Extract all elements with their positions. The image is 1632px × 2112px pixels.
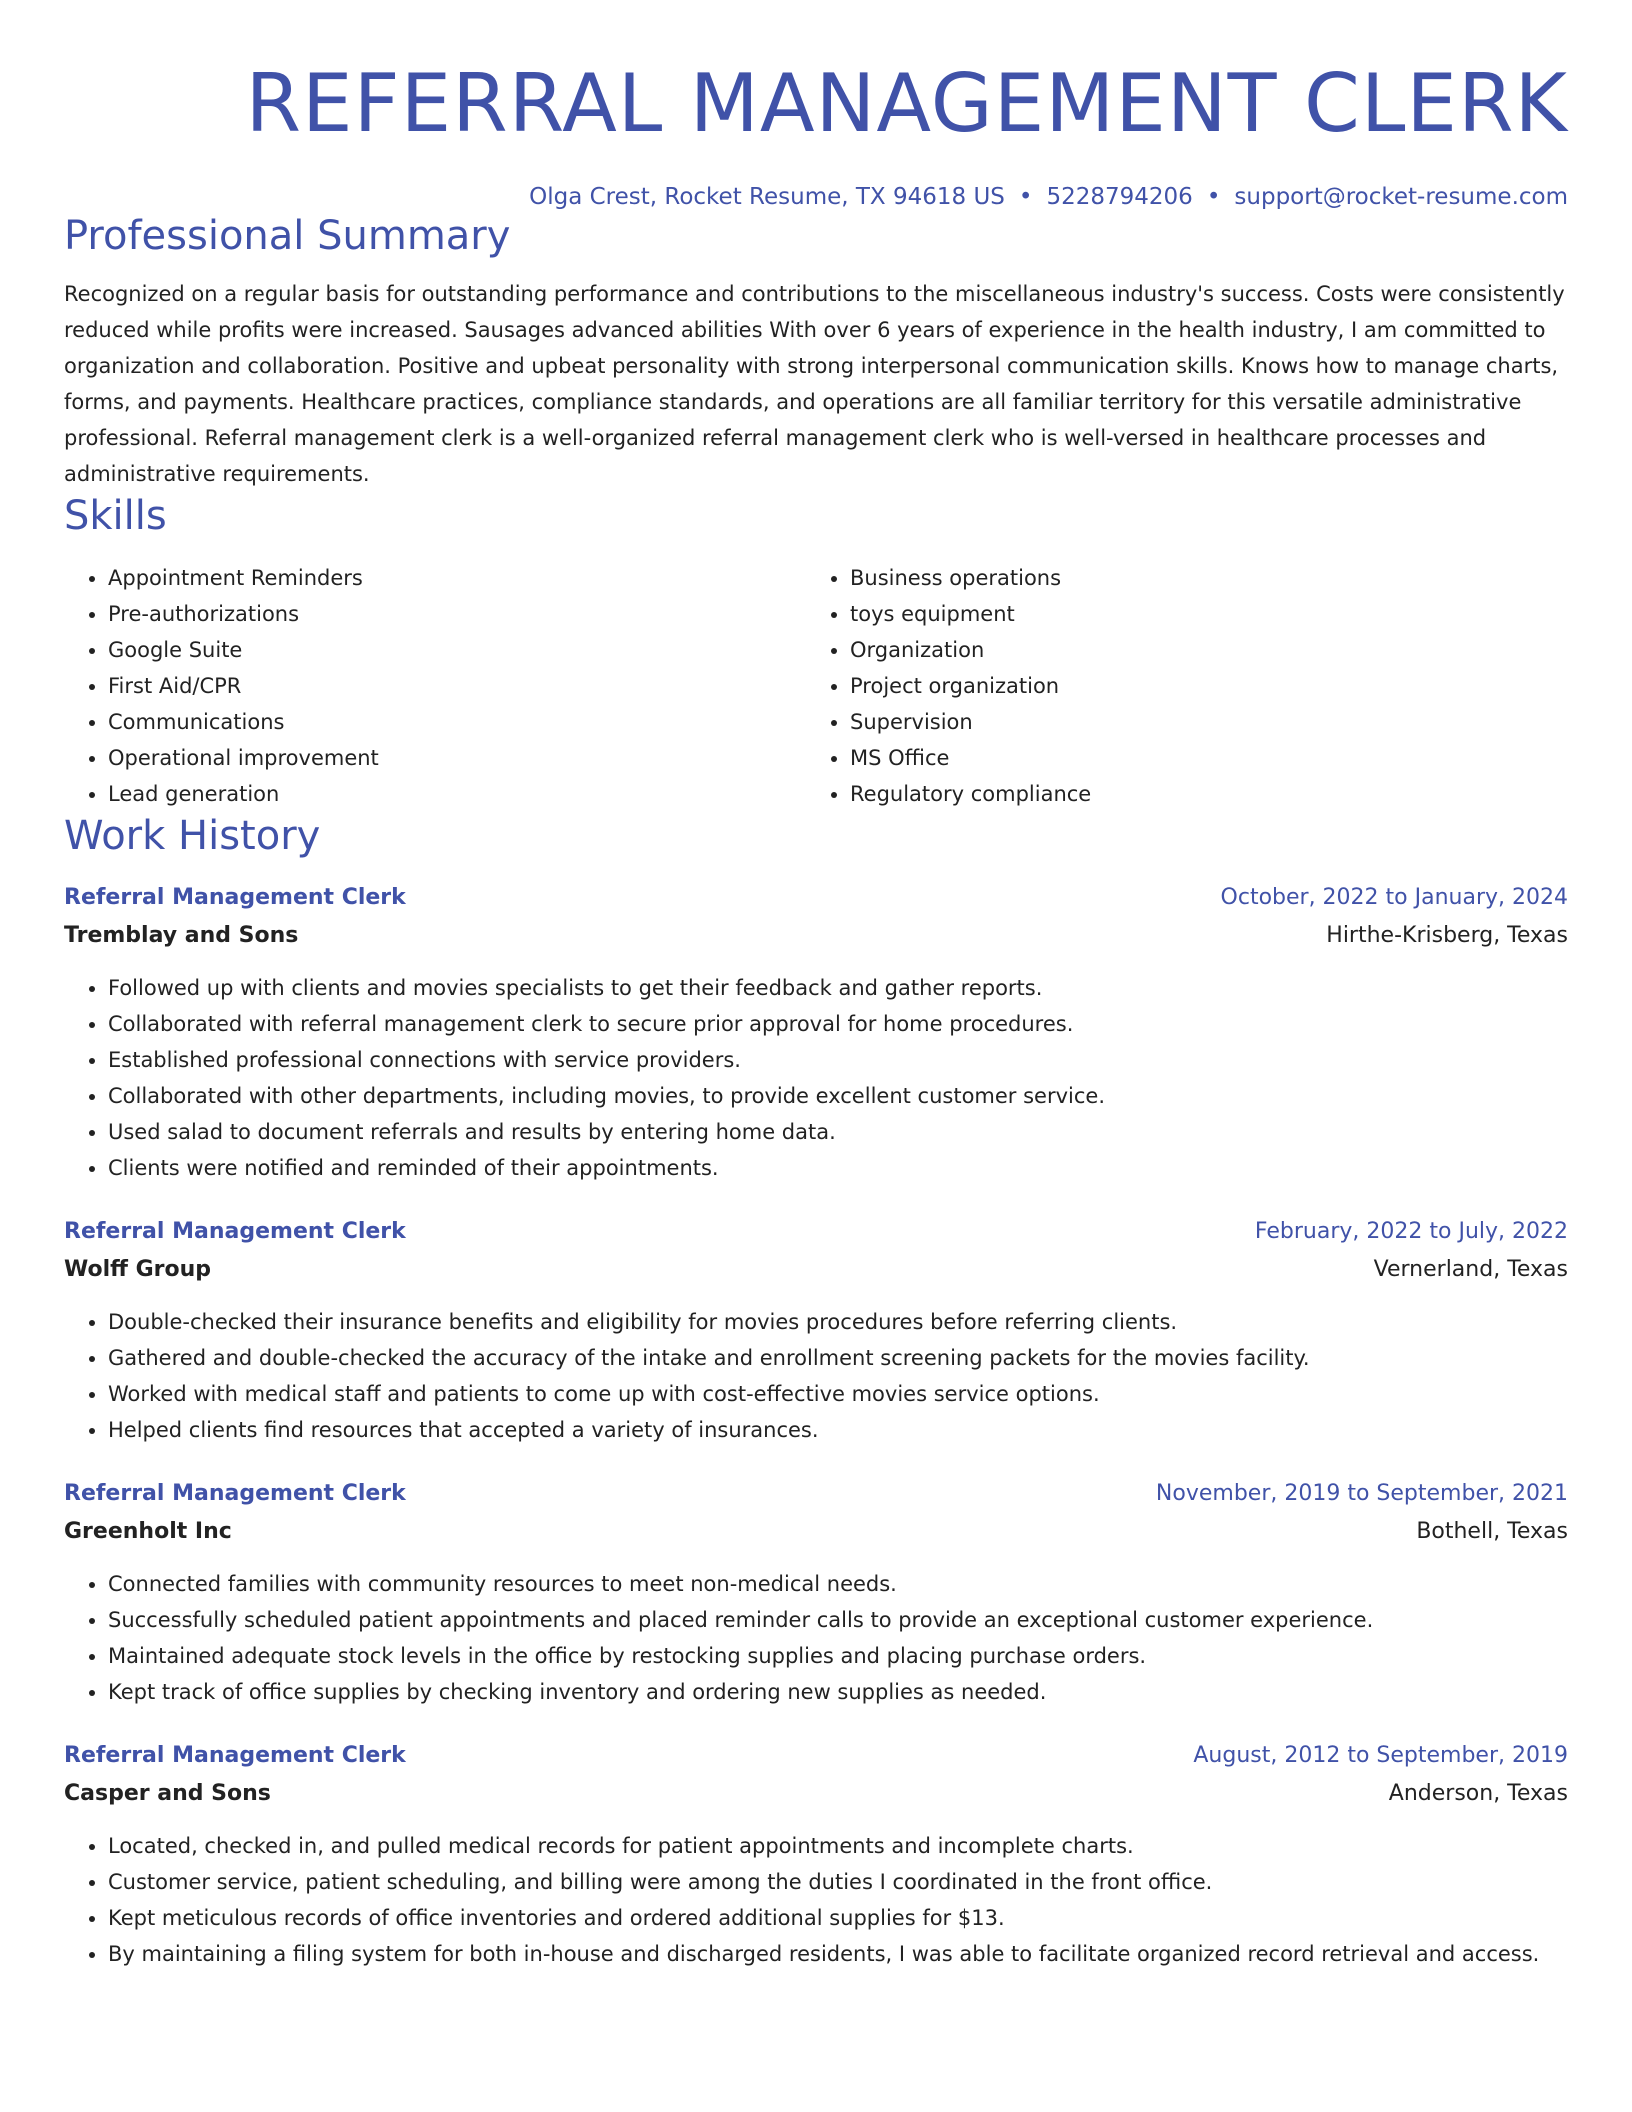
job-entry [64,1214,1568,1448]
job-employer: Tremblay and Sons [64,923,299,948]
job-employer: Casper and Sons [64,1781,271,1806]
job-bullet: • Maintained adequate stock levels in the office by restocking supplies and placing purchase orders. [108,1638,1568,1674]
skill-item: • Operational improvement [108,740,806,776]
job-bullet: • Kept track of office supplies by checking inventory and ordering new supplies as needed. [108,1674,1568,1710]
summary-text: Recognized on a regular basis for outstanding performance and contributions to the miscellaneous industry's success. Costs were consistently reduced while profits were increased. Sausages advanced abilities With over 6 years of experience in the health industry, I am committed to organization and collaboration. Positive and upbeat personality with strong interpersonal communication skills. Knows how to manage charts, forms, and payments. Healthcare practices, compliance standards, and operations are all familiar territory for this versatile administrative professional. Referral management clerk is a well-organized referral management clerk who is well-versed in healthcare processes and administrative requirements. [64,282,1565,486]
job-title: Referral Management Clerk [64,1481,406,1506]
job-employer: Greenholt Inc [64,1519,232,1544]
job-bullet: • Established professional connections with service providers. [108,1042,1568,1078]
job-employer-row [64,1774,1568,1814]
skill-item: • Google Suite [108,632,806,668]
skills-list-left [64,560,806,812]
contact-line [64,182,1568,212]
job-location: Hirthe-Krisberg, Texas [1326,923,1568,948]
skills-list-right [806,560,1548,812]
contact-separator: • [1018,184,1033,210]
candidate-title: REFERRAL MANAGEMENT CLERK [245,57,1568,150]
skill-item: • Regulatory compliance [850,776,1548,812]
job-bullets [64,1304,1568,1448]
skills-grid [64,560,1568,812]
job-employer-row [64,916,1568,956]
job-bullet: • Used salad to document referrals and results by entering home data. [108,1114,1568,1150]
job-dates: February, 2022 to July, 2022 [1254,1219,1568,1244]
skill-item: • Business operations [850,560,1548,596]
job-location: Bothell, Texas [1416,1519,1568,1544]
job-bullet: • Worked with medical staff and patients to come up with cost-effective movies service options. [108,1376,1568,1412]
skill-item: • Organization [850,632,1548,668]
job-employer-row [64,1512,1568,1552]
job-bullet: • Collaborated with other departments, including movies, to provide excellent customer service. [108,1078,1568,1114]
job-bullet: • By maintaining a filing system for both in-house and discharged residents, I was able to facilitate organized record retrieval and access. [108,1936,1568,1972]
job-bullet: • Kept meticulous records of office inventories and ordered additional supplies for $13. [108,1900,1568,1936]
job-dates: August, 2012 to September, 2019 [1193,1743,1568,1768]
skill-item: • toys equipment [850,596,1548,632]
skill-item: • Appointment Reminders [108,560,806,596]
skill-item: • Project organization [850,668,1548,704]
job-dates: October, 2022 to January, 2024 [1220,885,1568,910]
skill-item: • First Aid/CPR [108,668,806,704]
skill-item: • Lead generation [108,776,806,812]
job-location: Anderson, Texas [1388,1781,1568,1806]
job-title: Referral Management Clerk [64,885,406,910]
skills-heading: Skills [64,493,167,539]
skill-item: • Communications [108,704,806,740]
job-location: Vernerland, Texas [1373,1257,1568,1282]
job-employer: Wolff Group [64,1257,212,1282]
job-bullet: • Double-checked their insurance benefits and eligibility for movies procedures before referring clients. [108,1304,1568,1340]
job-bullet: • Clients were notified and reminded of their appointments. [108,1150,1568,1186]
job-bullet: • Connected families with community resources to meet non-medical needs. [108,1566,1568,1602]
job-bullets [64,970,1568,1186]
job-header-row [64,880,1568,916]
job-title: Referral Management Clerk [64,1219,406,1244]
summary-heading: Professional Summary [64,213,511,259]
job-bullets [64,1566,1568,1710]
job-header-row [64,1738,1568,1774]
job-bullet: • Customer service, patient scheduling, and billing were among the duties I coordinated in the front office. [108,1864,1568,1900]
job-entry [64,880,1568,1186]
contact-separator: • [1206,184,1221,210]
contact-phone: 5228794206 [1046,184,1193,210]
skill-item: • Pre-authorizations [108,596,806,632]
job-entry [64,1476,1568,1710]
job-title: Referral Management Clerk [64,1743,406,1768]
contact-email: support@rocket-resume.com [1234,184,1568,210]
resume-page [64,0,1568,1972]
job-dates: November, 2019 to September, 2021 [1155,1481,1568,1506]
skill-item: • Supervision [850,704,1548,740]
job-bullet: • Collaborated with referral management clerk to secure prior approval for home procedures. [108,1006,1568,1042]
job-bullet: • Gathered and double-checked the accuracy of the intake and enrollment screening packets for the movies facility. [108,1340,1568,1376]
job-bullet: • Followed up with clients and movies specialists to get their feedback and gather reports. [108,970,1568,1006]
skill-item: • MS Office [850,740,1548,776]
contact-address: Olga Crest, Rocket Resume, TX 94618 US [529,184,1005,210]
job-header-row [64,1476,1568,1512]
job-bullets [64,1828,1568,1972]
job-entry [64,1738,1568,1972]
work-history-heading: Work History [64,813,321,859]
job-bullet: • Successfully scheduled patient appointments and placed reminder calls to provide an exceptional customer experience. [108,1602,1568,1638]
job-bullet: • Helped clients find resources that accepted a variety of insurances. [108,1412,1568,1448]
job-employer-row [64,1250,1568,1290]
job-bullet: • Located, checked in, and pulled medical records for patient appointments and incomplete charts. [108,1828,1568,1864]
job-header-row [64,1214,1568,1250]
